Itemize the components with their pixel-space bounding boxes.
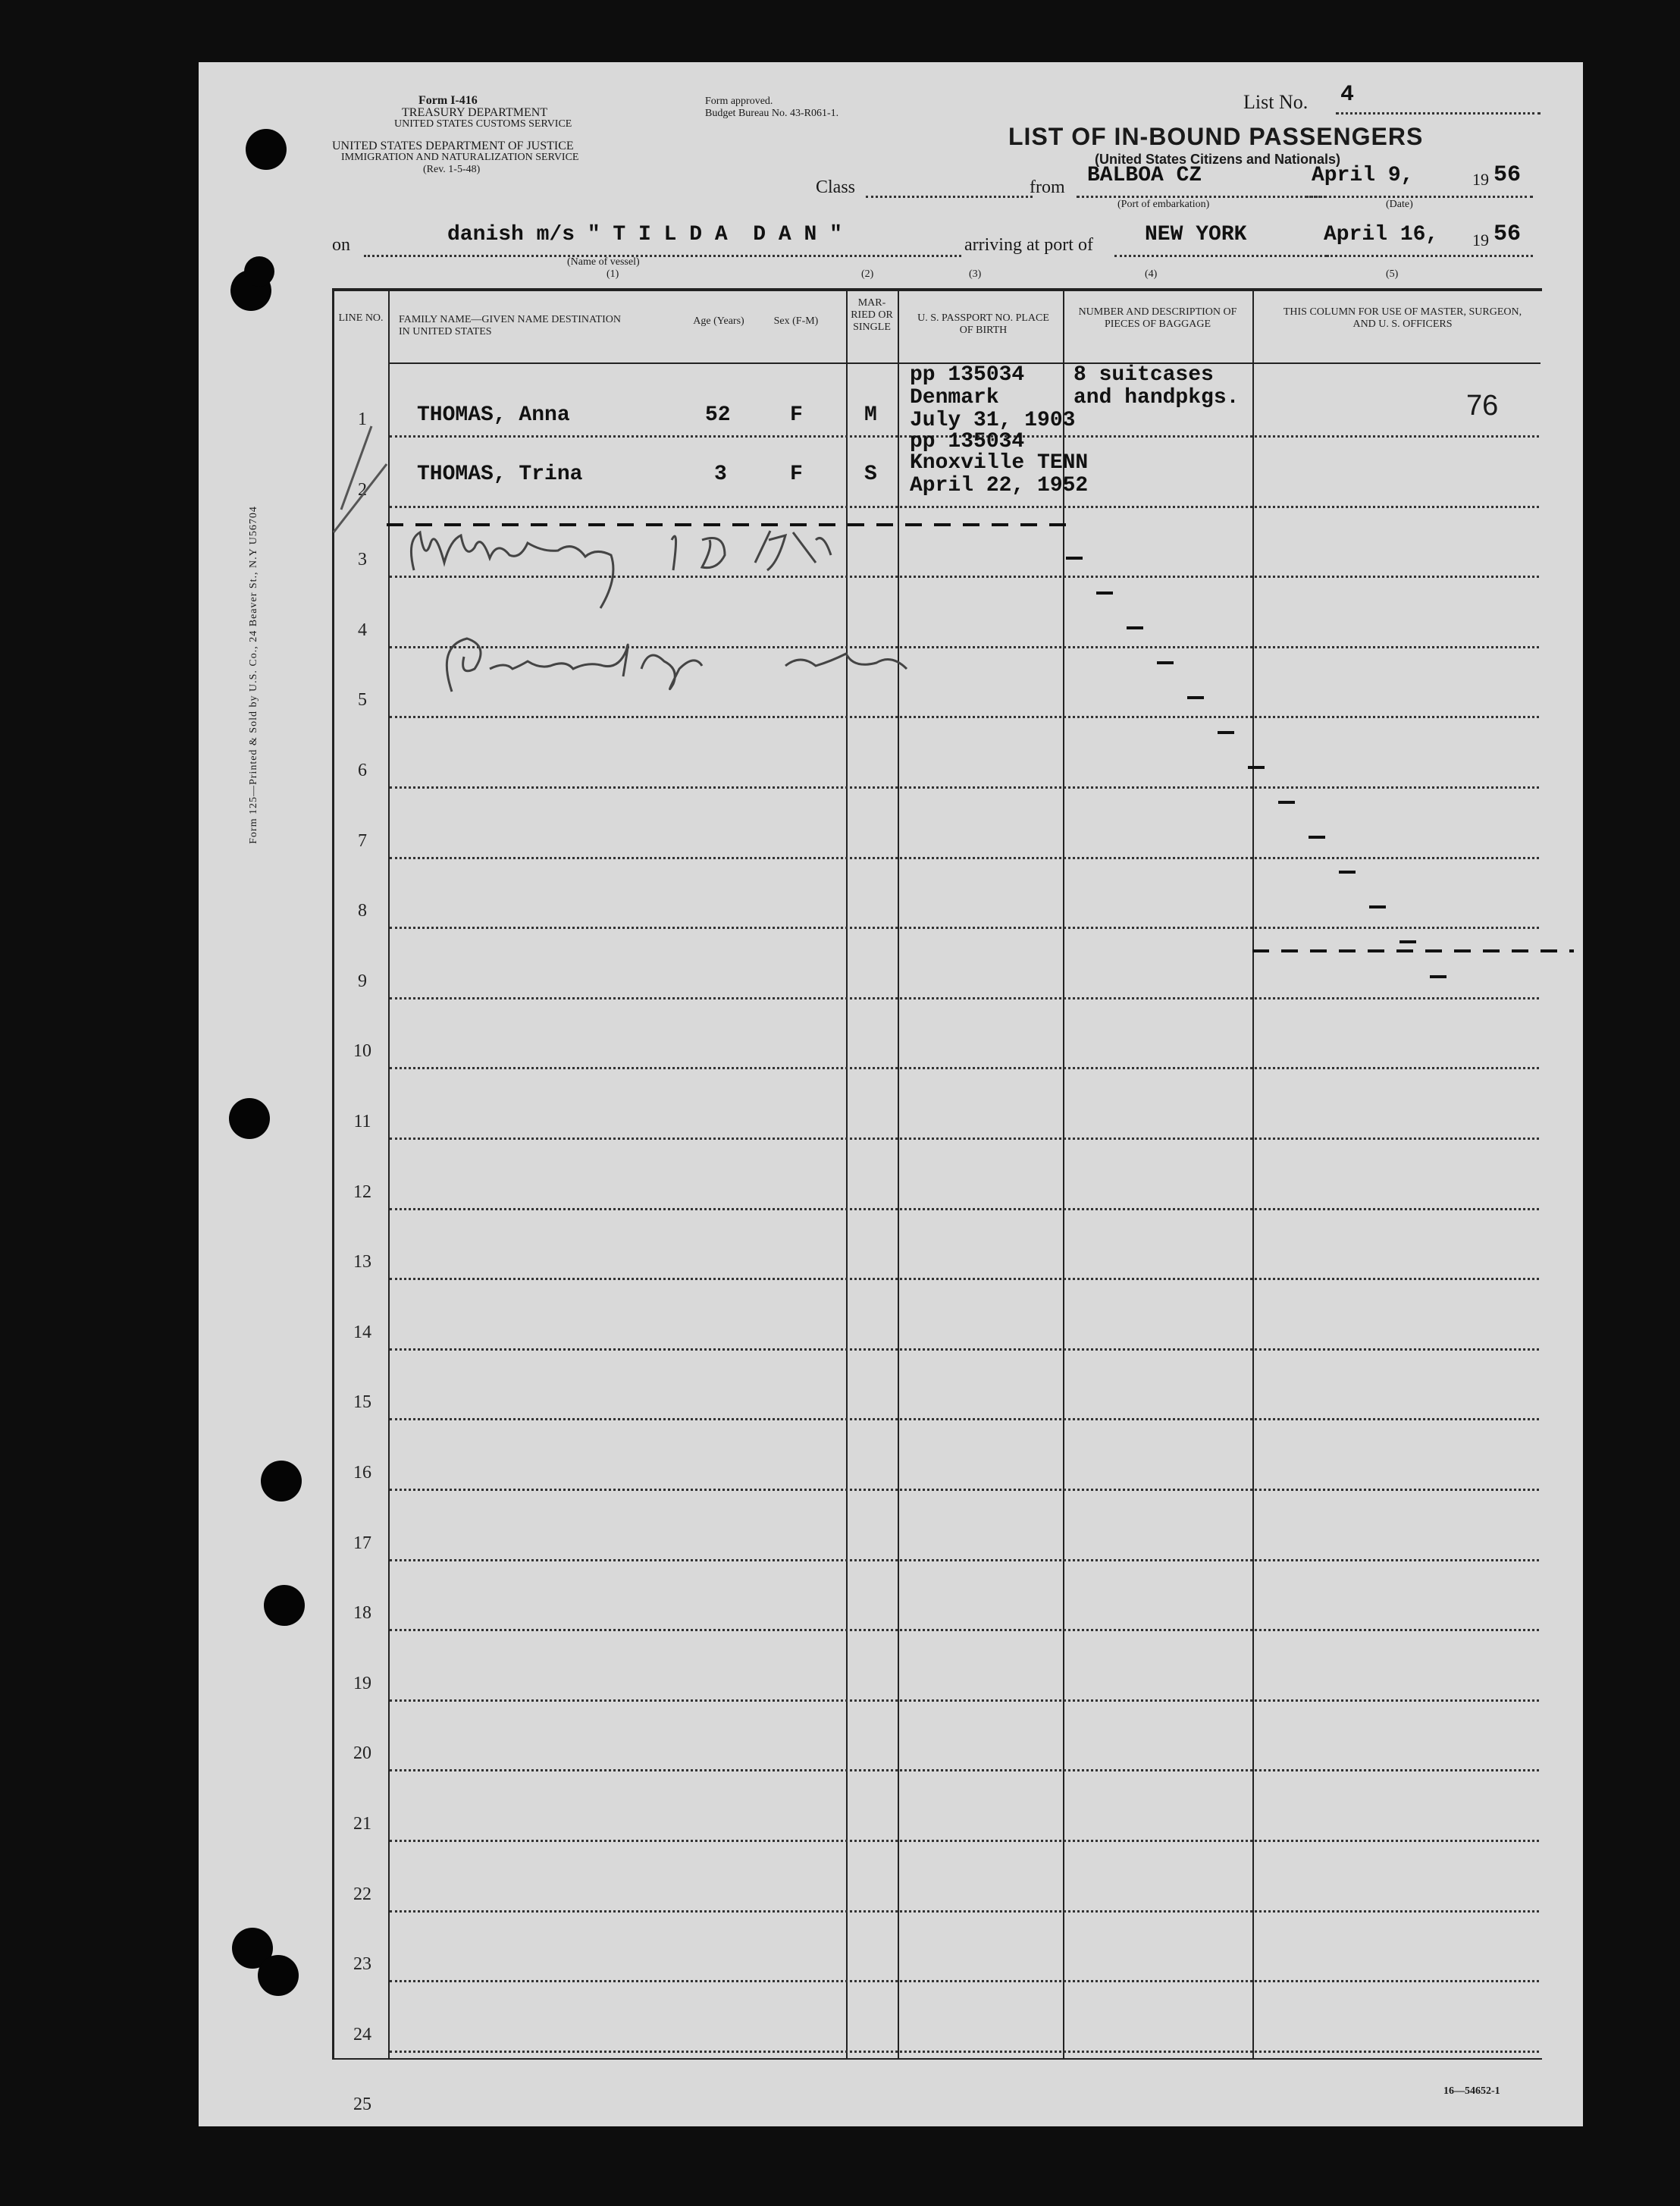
line-number-17: 17 (353, 1533, 371, 1553)
row-rule-12 (390, 1208, 1539, 1210)
line-number-22: 22 (353, 1884, 371, 1904)
table-left-border (332, 288, 334, 2058)
row-1-age: 52 (705, 403, 731, 427)
arrival-century: 19 (1472, 231, 1489, 249)
page-subtitle: (United States Citizens and Nationals) (1095, 152, 1341, 167)
class-line (866, 196, 1033, 198)
line-number-14: 14 (353, 1322, 371, 1342)
row-rule-11 (390, 1138, 1539, 1140)
row-rule-17 (390, 1559, 1539, 1561)
passport-line-6: April 22, 1952 (910, 474, 1089, 497)
stair-dash (1127, 626, 1143, 629)
line-number-19: 19 (353, 1673, 371, 1693)
stair-dash (1339, 871, 1356, 874)
stair-dash (1187, 696, 1204, 699)
class-label: Class (816, 177, 856, 197)
departure-date: April 9, (1312, 164, 1414, 187)
row-2-sex: F (790, 463, 803, 486)
form-sheet (199, 62, 1583, 2126)
col-header-age: Age (Years) (693, 315, 744, 327)
stair-dash (1278, 801, 1295, 804)
punch-hole-3 (244, 256, 274, 287)
col-header-sex: Sex (F-M) (773, 315, 819, 327)
line-number-20: 20 (353, 1743, 371, 1764)
date2-line (1327, 255, 1533, 257)
col-caption-5: (5) (1386, 268, 1399, 280)
stair-dash (1369, 905, 1386, 908)
list-no-label: List No. (1243, 91, 1309, 113)
col-caption-1: (1) (606, 268, 619, 280)
line-number-16: 16 (353, 1463, 371, 1483)
passport-line-3: July 31, 1903 (910, 409, 1076, 432)
departure-year: 56 (1494, 162, 1522, 188)
passport-line-1: pp 135034 (910, 363, 1025, 387)
row-rule-6 (390, 786, 1539, 789)
row-rule-7 (390, 857, 1539, 859)
arriving-label: arriving at port of (964, 235, 1093, 255)
stray-pencil-mark (326, 419, 417, 540)
line-number-25: 25 (353, 2095, 371, 2115)
row-rule-16 (390, 1489, 1539, 1491)
row-rule-9 (390, 997, 1539, 999)
stair-dash (1096, 592, 1113, 595)
page-title: LIST OF IN-BOUND PASSENGERS (1008, 123, 1424, 150)
col-header-officers: THIS COLUMN FOR USE OF MASTER, SURGEON, AND U. S. OFFICERS (1283, 306, 1522, 330)
form-approved: Form approved. (705, 96, 773, 107)
col-header-passport: U. S. PASSPORT NO. PLACE OF BIRTH (917, 312, 1049, 336)
departure-century: 19 (1472, 170, 1489, 189)
dash-run-right (1252, 949, 1574, 952)
row-rule-18 (390, 1629, 1539, 1631)
col-header-line: LINE NO. (338, 312, 384, 324)
row-1-sex: F (790, 403, 803, 427)
list-no-value: 4 (1340, 82, 1355, 108)
list-no-line (1336, 112, 1541, 115)
row-rule-13 (390, 1278, 1539, 1280)
col-header-baggage: NUMBER AND DESCRIPTION OF PIECES OF BAGGAGE (1078, 306, 1237, 330)
printer-imprint: Form 125—Printed & Sold by U.S. Co., 24 Beaver St., N.Y U56704 (247, 506, 259, 844)
ins-service: IMMIGRATION AND NATURALIZATION SERVICE (341, 152, 579, 163)
stair-dash (1218, 731, 1234, 734)
line-number-11: 11 (353, 1112, 371, 1131)
arrival-date: April 16, (1324, 223, 1439, 246)
line-number-7: 7 (358, 830, 367, 851)
vessel-caption: (Name of vessel) (567, 256, 640, 268)
embark-line (1077, 196, 1327, 198)
budget-bureau: Budget Bureau No. 43-R061-1. (705, 108, 839, 119)
row-rule-23 (390, 1980, 1539, 1982)
date-caption: (Date) (1386, 199, 1413, 210)
line-number-24: 24 (353, 2024, 371, 2044)
table-top-border (332, 288, 1542, 291)
treasury-dept: TREASURY DEPARTMENT (402, 106, 548, 119)
col-caption-2: (2) (861, 268, 874, 280)
line-number-10: 10 (353, 1041, 371, 1062)
line-number-15: 15 (353, 1392, 371, 1413)
line-number-5: 5 (358, 690, 367, 711)
row-2-age: 3 (714, 463, 727, 486)
row-rule-2 (390, 506, 1539, 508)
line-number-21: 21 (353, 1814, 371, 1834)
row-rule-21 (390, 1840, 1539, 1842)
col-header-name: FAMILY NAME—GIVEN NAME DESTINATION IN UNITED STATES (399, 314, 621, 337)
stair-dash (1309, 836, 1325, 839)
line-number-12: 12 (353, 1181, 371, 1202)
from-label: from (1030, 177, 1065, 197)
table-bottom-border (332, 2058, 1542, 2060)
row-rule-22 (390, 1910, 1539, 1913)
port-of-arrival: NEW YORK (1145, 223, 1247, 246)
row-rule-14 (390, 1348, 1539, 1351)
col-divider-officers (1252, 288, 1254, 2058)
row-rule-10 (390, 1067, 1539, 1069)
port-of-embarkation: BALBOA CZ (1087, 164, 1202, 187)
line-number-1: 1 (358, 410, 367, 429)
row-rule-20 (390, 1769, 1539, 1771)
line-number-6: 6 (358, 761, 367, 780)
row-2-married: S (864, 463, 877, 486)
line-number-8: 8 (358, 901, 367, 921)
row-rule-8 (390, 927, 1539, 929)
line-number-4: 4 (358, 620, 367, 640)
passport-line-4: pp 135034 (910, 430, 1025, 453)
date1-line (1305, 196, 1533, 198)
row-1-married: M (864, 403, 877, 427)
baggage-line-2: and handpkgs. (1074, 386, 1240, 410)
col-header-married: MAR-RIED OR SINGLE (851, 297, 893, 333)
line-number-13: 13 (353, 1252, 371, 1272)
stair-dash (1157, 661, 1174, 664)
arrival-line (1114, 255, 1327, 257)
punch-hole-4 (229, 1098, 270, 1139)
row-rule-5 (390, 716, 1539, 718)
vessel-line (364, 255, 961, 257)
row-1-name: THOMAS, Anna (417, 403, 570, 427)
customs-service: UNITED STATES CUSTOMS SERVICE (394, 118, 572, 130)
line-number-9: 9 (358, 971, 367, 991)
passport-line-5: Knoxville TENN (910, 451, 1089, 475)
officer-note: 76 (1466, 390, 1499, 422)
line-number-2: 2 (358, 479, 367, 500)
line-number-3: 3 (358, 550, 367, 570)
vessel-name: danish m/s " T I L D A D A N " (447, 223, 842, 246)
punch-hole-1 (246, 129, 287, 170)
row-rule-15 (390, 1418, 1539, 1420)
passport-line-2: Denmark (910, 386, 999, 410)
col-caption-3: (3) (969, 268, 982, 280)
embark-caption: (Port of embarkation) (1117, 199, 1210, 210)
stair-dash (1248, 766, 1265, 769)
line-number-18: 18 (353, 1603, 371, 1624)
col-caption-4: (4) (1145, 268, 1158, 280)
punch-hole-8 (258, 1955, 299, 1996)
stair-dash (1399, 940, 1416, 943)
row-rule-19 (390, 1699, 1539, 1702)
punch-hole-6 (264, 1585, 305, 1626)
col-divider-line (388, 288, 390, 2058)
on-label: on (332, 235, 350, 255)
row-2-name: THOMAS, Trina (417, 463, 583, 486)
revision: (Rev. 1-5-48) (423, 164, 481, 175)
line-number-23: 23 (353, 1954, 371, 1975)
footer-code: 16—54652-1 (1443, 2085, 1500, 2097)
stair-dash (1430, 975, 1446, 978)
form-number: Form I-416 (418, 94, 478, 107)
arrival-year: 56 (1494, 221, 1522, 247)
justice-dept: UNITED STATES DEPARTMENT OF JUSTICE (332, 140, 574, 152)
punch-hole-5 (261, 1461, 302, 1502)
baggage-line-1: 8 suitcases (1074, 363, 1214, 387)
row-rule-24 (390, 2051, 1539, 2053)
handwritten-signature (391, 517, 1074, 714)
